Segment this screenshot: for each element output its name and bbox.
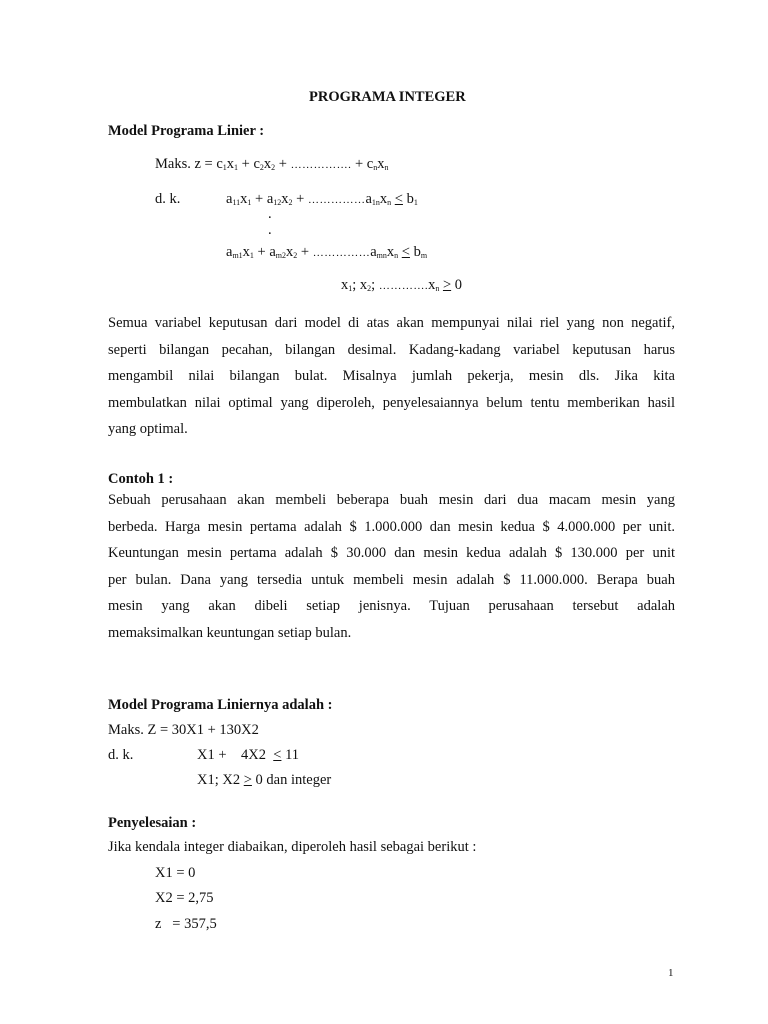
lp-objective: Maks. $z = c_1x_1 + c_2x_2$ + ……………. + $c_nx_n$	[155, 156, 389, 172]
text-line: membulatkan nilai optimal yang diperoleh, penyelesaiannya belum tentu memberikan hasil	[108, 394, 675, 411]
result-x2: X2 = 2,75	[155, 890, 214, 906]
text-line: Semua variabel keputusan dari model di atas akan mempunyai nilai riel yang non negatif,	[108, 315, 675, 331]
result-z: z = 357,5	[155, 916, 217, 932]
model2-constraint: X1 + 4X2 < 11	[197, 747, 300, 763]
lp-dk-label: d. k.	[155, 191, 181, 207]
solution-intro: Jika kendala integer diabaikan, diperoleh hasil sebagai berikut :	[108, 839, 477, 855]
lp-vdot-2: .	[268, 222, 272, 238]
text-line: per bulan. Dana yang tersedia untuk membeli mesin adalah $ 11.000.000. Berapa buah	[108, 571, 675, 588]
lp-vdot-1: .	[268, 206, 272, 222]
lp-nonneg: $x_1$; $x_2$; $\dots\dots\dots\dots.x_n > 0$	[341, 277, 462, 293]
example-heading: Contoh 1 :	[108, 471, 174, 487]
text-line: memaksimalkan keuntungan setiap bulan.	[108, 624, 352, 641]
text-line: seperti bilangan pecahan, bilangan desimal. Kadang-kadang variabel keputusan harus	[108, 341, 675, 358]
page-title: PROGRAMA INTEGER	[309, 89, 466, 105]
lp-constraint-1: $a_{11}x_1 + a_{12}x_2$ + $\dots\dots\dots\dots\dots a_{1n}x_n < b_1$	[226, 191, 418, 207]
model2-objective: Maks. Z = 30X1 + 130X2	[108, 722, 259, 738]
solution-heading: Penyelesaian :	[108, 815, 197, 831]
text-line: yang optimal.	[108, 421, 188, 437]
text-line: mesin yang akan dibeli setiap jenisnya. Tujuan perusahaan tersebut adalah	[108, 598, 675, 614]
model-heading: Model Programa Linier :	[108, 123, 265, 139]
paragraph-example	[108, 487, 675, 646]
text-line: mengambil nilai bilangan bulat. Misalnya jumlah pekerja, mesin dls. Jika kita	[108, 368, 675, 384]
text-line: Keuntungan mesin pertama adalah $ 30.000 dan mesin kedua adalah $ 130.000 per unit	[108, 545, 675, 561]
text-line: berbeda. Harga mesin pertama adalah $ 1.000.000 dan mesin kedua $ 4.000.000 per unit.	[108, 518, 675, 535]
lp-constraint-m: $a_{m1}x_1 + a_{m2}x_2$ + $\dots\dots\dots\dots\dots a_{mn}x_n < b_m$	[226, 244, 428, 260]
model2-dk-label: d. k.	[108, 747, 134, 763]
model2-nonneg: X1; X2 > 0 dan integer	[197, 772, 332, 788]
result-x1: X1 = 0	[155, 865, 196, 881]
page-number: 1	[668, 967, 674, 979]
model2-heading: Model Programa Liniernya adalah :	[108, 697, 333, 713]
text-line: Sebuah perusahaan akan membeli beberapa buah mesin dari dua macam mesin yang	[108, 492, 675, 508]
paragraph-intro	[108, 310, 675, 443]
